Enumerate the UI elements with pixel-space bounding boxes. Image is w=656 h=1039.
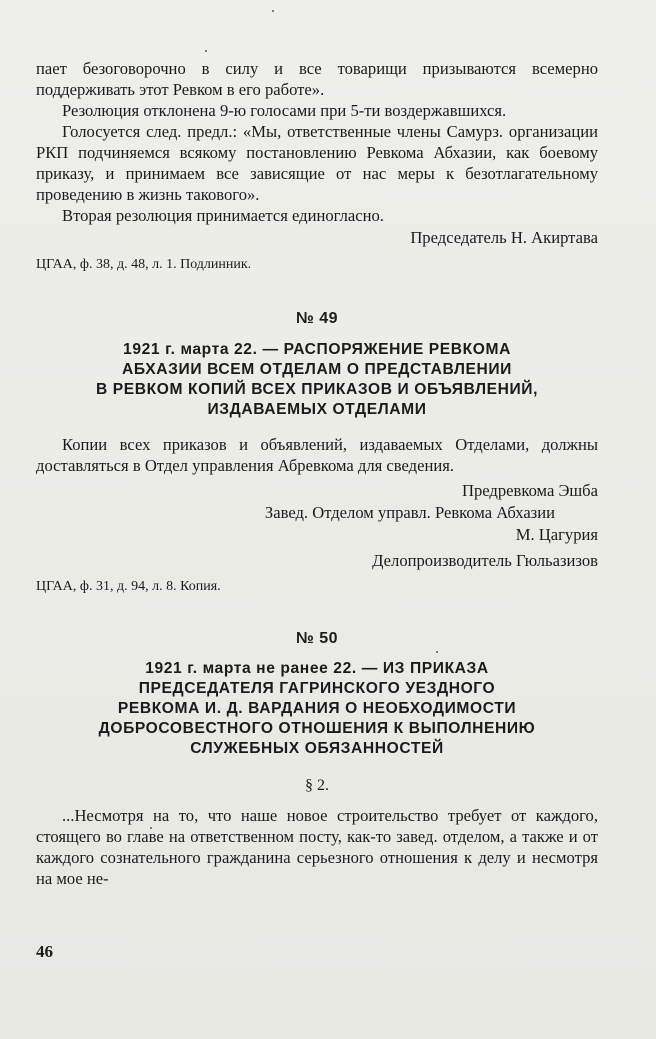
doc48-paragraph-continuation: пает безоговорочно в силу и все товарищи призываются всемерно поддерживать этот Ревком в его работе». xyxy=(36,59,598,99)
doc48-archive-source: ЦГАА, ф. 38, д. 48, л. 1. Подлинник. xyxy=(36,257,252,272)
doc49-archive-source: ЦГАА, ф. 31, д. 94, л. 8. Копия. xyxy=(36,579,221,594)
doc49-heading xyxy=(36,340,598,420)
doc49-heading-line: В РЕВКОМ КОПИЙ ВСЕХ ПРИКАЗОВ И ОБЪЯВЛЕНИЙ, xyxy=(95,381,539,398)
doc49-signature-name: М. Цагурия xyxy=(515,525,598,544)
doc48-resolution-rejected: Резолюция отклонена 9-ю голосами при 5-ти воздержавшихся. xyxy=(62,101,507,120)
doc49-body: Копии всех приказов и объявлений, издаваемых Отделами, должны доставляться в Отдел управления Абревкома для сведения. xyxy=(36,435,598,475)
doc50-heading-line: ДОБРОСОВЕСТНОГО ОТНОШЕНИЯ К ВЫПОЛНЕНИЮ xyxy=(98,720,536,737)
doc50-section-mark: § 2. xyxy=(305,777,329,794)
doc50-heading xyxy=(36,659,598,759)
print-speck xyxy=(205,50,207,52)
doc49-heading-line: 1921 г. марта 22. — РАСПОРЯЖЕНИЕ РЕВКОМА xyxy=(123,341,511,358)
doc49-signature-head-dept: Завед. Отделом управл. Ревкома Абхазии xyxy=(264,503,555,522)
print-speck xyxy=(272,10,274,12)
doc50-number: № 50 xyxy=(295,630,339,647)
page-content xyxy=(36,58,598,889)
doc49-number: № 49 xyxy=(295,310,339,327)
doc49-heading-line: ИЗДАВАЕМЫХ ОТДЕЛАМИ xyxy=(207,401,427,418)
doc50-body: ...Несмотря на то, что наше новое строительство требует от каждого, стоящего во главе на ответственном посту, как-то завед. отделом, а также и от каждого сознательного гражданина серьезного отношения к делу и несмотря на мое не- xyxy=(36,806,598,888)
doc49-signature-chairman: Предревкома Эшба xyxy=(461,481,598,500)
doc50-heading-line: РЕВКОМА И. Д. ВАРДАНИЯ О НЕОБХОДИМОСТИ xyxy=(117,700,517,717)
doc48-proposal-vote: Голосуется след. предл.: «Мы, ответственные члены Самурз. организации РКП подчиняемся всякому постановлению Ревкома Абхазии, как боевому приказу, и принимаем все зависящие от нас меры к безотлагательному проведению в жизнь такового». xyxy=(36,122,598,204)
doc49-heading-line: АБХАЗИИ ВСЕМ ОТДЕЛАМ О ПРЕДСТАВЛЕНИИ xyxy=(122,361,512,378)
doc48-second-resolution: Вторая резолюция принимается единогласно. xyxy=(62,206,384,225)
doc48-signature: Председатель Н. Акиртава xyxy=(410,228,598,247)
doc49-signature-clerk: Делопроизводитель Гюльазизов xyxy=(372,551,598,570)
page-number: 46 xyxy=(36,942,53,961)
doc50-heading-line: ПРЕДСЕДАТЕЛЯ ГАГРИНСКОГО УЕЗДНОГО xyxy=(138,680,496,697)
doc50-heading-line: СЛУЖЕБНЫХ ОБЯЗАННОСТЕЙ xyxy=(190,740,444,757)
doc50-heading-line: 1921 г. марта не ранее 22. — ИЗ ПРИКАЗА xyxy=(145,660,489,677)
